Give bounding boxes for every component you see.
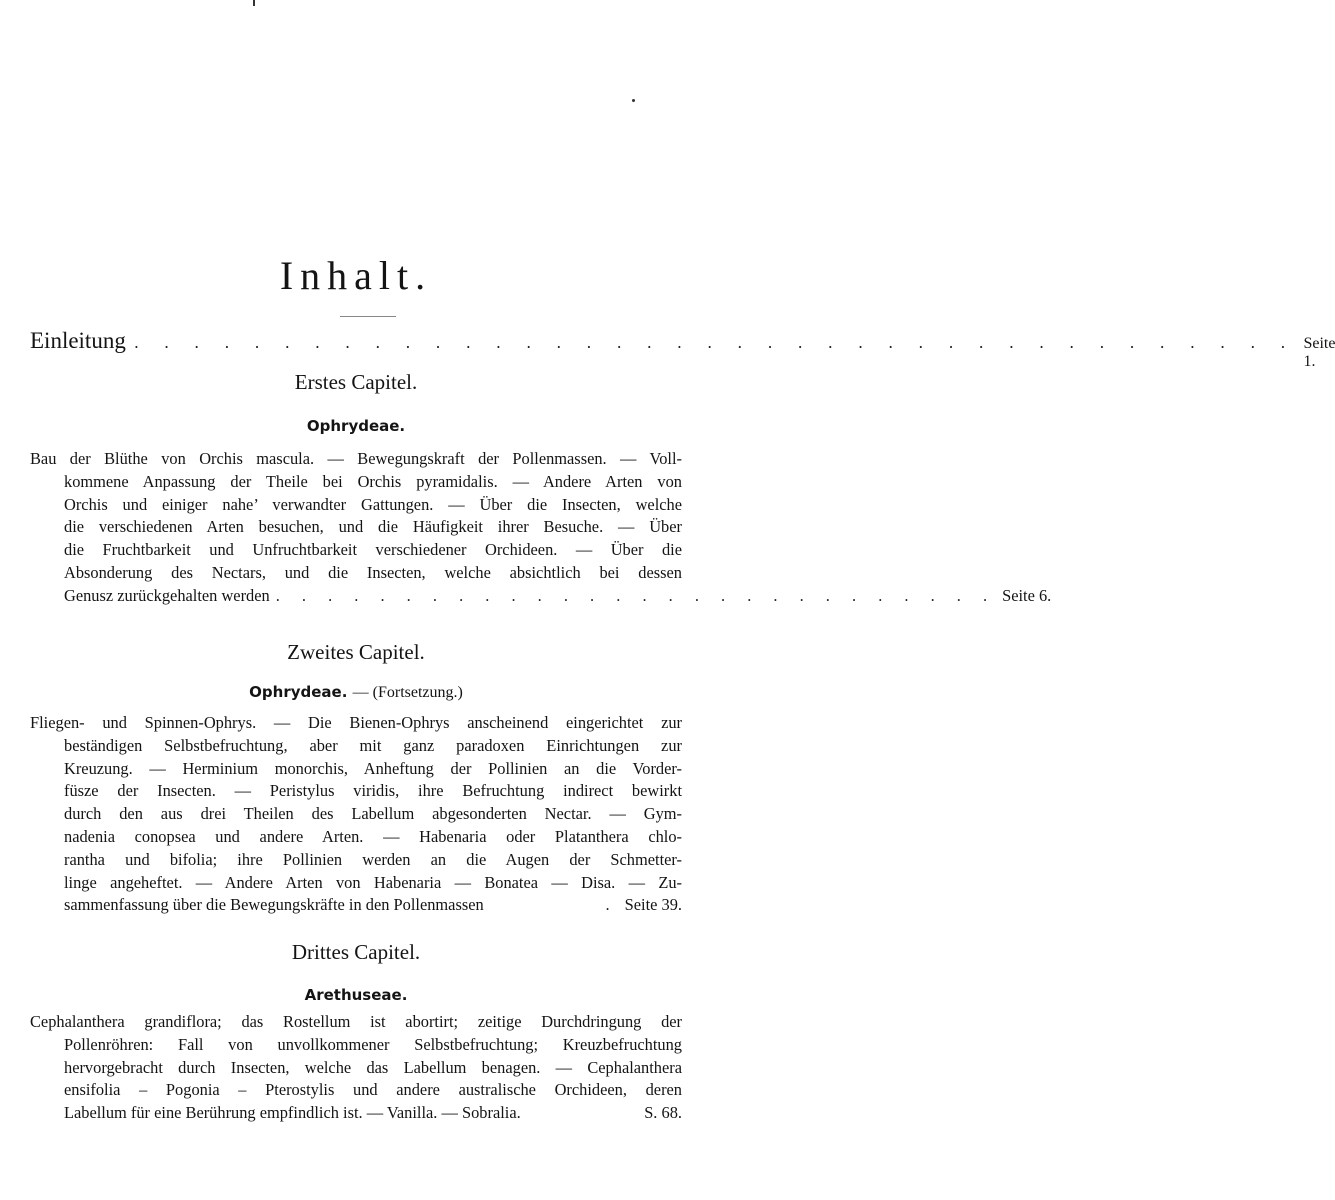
dot-leader: . . . . . . . . . . . . . . . . . . . . . . . . . . . . [275, 585, 997, 605]
chapter-subtitle-row [30, 683, 682, 702]
speck-mark [632, 99, 635, 102]
summary-last-line [30, 585, 1052, 608]
summary-line: ensifolia – Pogonia – Pterostylis und andere australische Orchideen, deren [64, 1080, 682, 1100]
summary-line: hervorgebracht durch Insecten, welche das Labellum benagen. — Cephalanthera [64, 1057, 682, 1077]
intro-label: Einleitung [30, 328, 126, 353]
summary-line: rantha und bifolia; ihre Pollinien werden an die Augen der Schmetter- [64, 849, 682, 869]
page-reference: S. 68. [644, 1103, 682, 1123]
summary-line: beständigen Selbstbefruchtung, aber mit ganz paradoxen Einrichtungen zur [64, 735, 682, 755]
chapter-subtitle: Ophrydeae. [306, 417, 406, 435]
summary-line: die Fruchtbarkeit und Unfruchtbarkeit verschiedener Orchideen. — Über die [64, 540, 682, 560]
summary-line: Genusz zurückgehalten werden [64, 585, 270, 605]
summary-line: Labellum für eine Berührung empfindlich ist. — Vanilla. — Sobralia. [64, 1103, 521, 1123]
summary-line: Fliegen- und Spinnen-Ophrys. — Die Bienen-Ophrys anscheinend eingerichtet zur [30, 713, 682, 732]
summary-line: durch den aus drei Theilen des Labellum abgesonderten Nectar. — Gym- [64, 804, 682, 824]
summary-line: Absonderung des Nectars, und die Insecten, welche absichtlich bei dessen [64, 562, 682, 582]
page-title: Inhalt. [279, 253, 433, 298]
dot-leader: . [605, 895, 619, 915]
chapter-summary [30, 1011, 682, 1125]
speck-mark [253, 0, 255, 6]
chapter-subtitle: Arethuseae. [304, 986, 408, 1004]
summary-line: sammenfassung über die Bewegungskräfte in den Pollenmassen [64, 895, 484, 915]
page-reference: Seite 6. [1002, 585, 1052, 605]
dot-leader [527, 1102, 638, 1125]
summary-line: Pollenröhren: Fall von unvollkommener Selbstbefruchtung; Kreuzbefruchtung [64, 1034, 682, 1054]
chapter-subtitle: Ophrydeae. [249, 683, 348, 701]
chapter-summary [30, 712, 682, 917]
summary-line: Orchis und einiger nahe’ verwandter Gattungen. — Über die Insecten, welche [64, 494, 682, 514]
summary-line: Bau der Blüthe von Orchis mascula. — Bewegungskraft der Pollenmassen. — Voll- [30, 449, 682, 468]
summary-line: Kreuzung. — Herminium monorchis, Anheftung der Pollinien an die Vorder- [64, 758, 682, 778]
toc-entry-einleitung [30, 328, 1335, 370]
chapter-heading: Zweites Capitel. [287, 640, 425, 664]
chapter-summary [30, 448, 1052, 608]
summary-line: kommene Anpassung der Theile bei Orchis pyramidalis. — Andere Arten von [64, 471, 682, 491]
summary-last-line [30, 894, 682, 917]
chapter-heading: Erstes Capitel. [294, 370, 418, 394]
summary-line: linge angeheftet. — Andere Arten von Habenaria — Bonatea — Disa. — Zu- [64, 872, 682, 892]
title-divider [340, 316, 396, 317]
summary-line: die verschiedenen Arten besuchen, und die Häufigkeit ihrer Besuche. — Über [64, 517, 682, 537]
summary-last-line [30, 1102, 682, 1125]
summary-line: füsze der Insecten. — Peristylus viridis, ihre Befruchtung indirect bewirkt [64, 781, 682, 801]
chapter-heading: Drittes Capitel. [291, 940, 421, 964]
summary-line: Cephalanthera grandiflora; das Rostellum ist abortirt; zeitige Durchdringung der [30, 1012, 682, 1031]
page-reference: Seite 1. [1303, 335, 1335, 370]
chapter-subtitle-extra: — (Fortsetzung.) [352, 684, 463, 701]
dot-leader: . . . . . . . . . . . . . . . . . . . . . . . . . . . . . . . . . . . . . . . [133, 333, 1296, 352]
page-reference: Seite 39. [624, 895, 682, 915]
summary-line: nadenia conopsea und andere Arten. — Habenaria oder Platanthera chlo- [64, 826, 682, 846]
